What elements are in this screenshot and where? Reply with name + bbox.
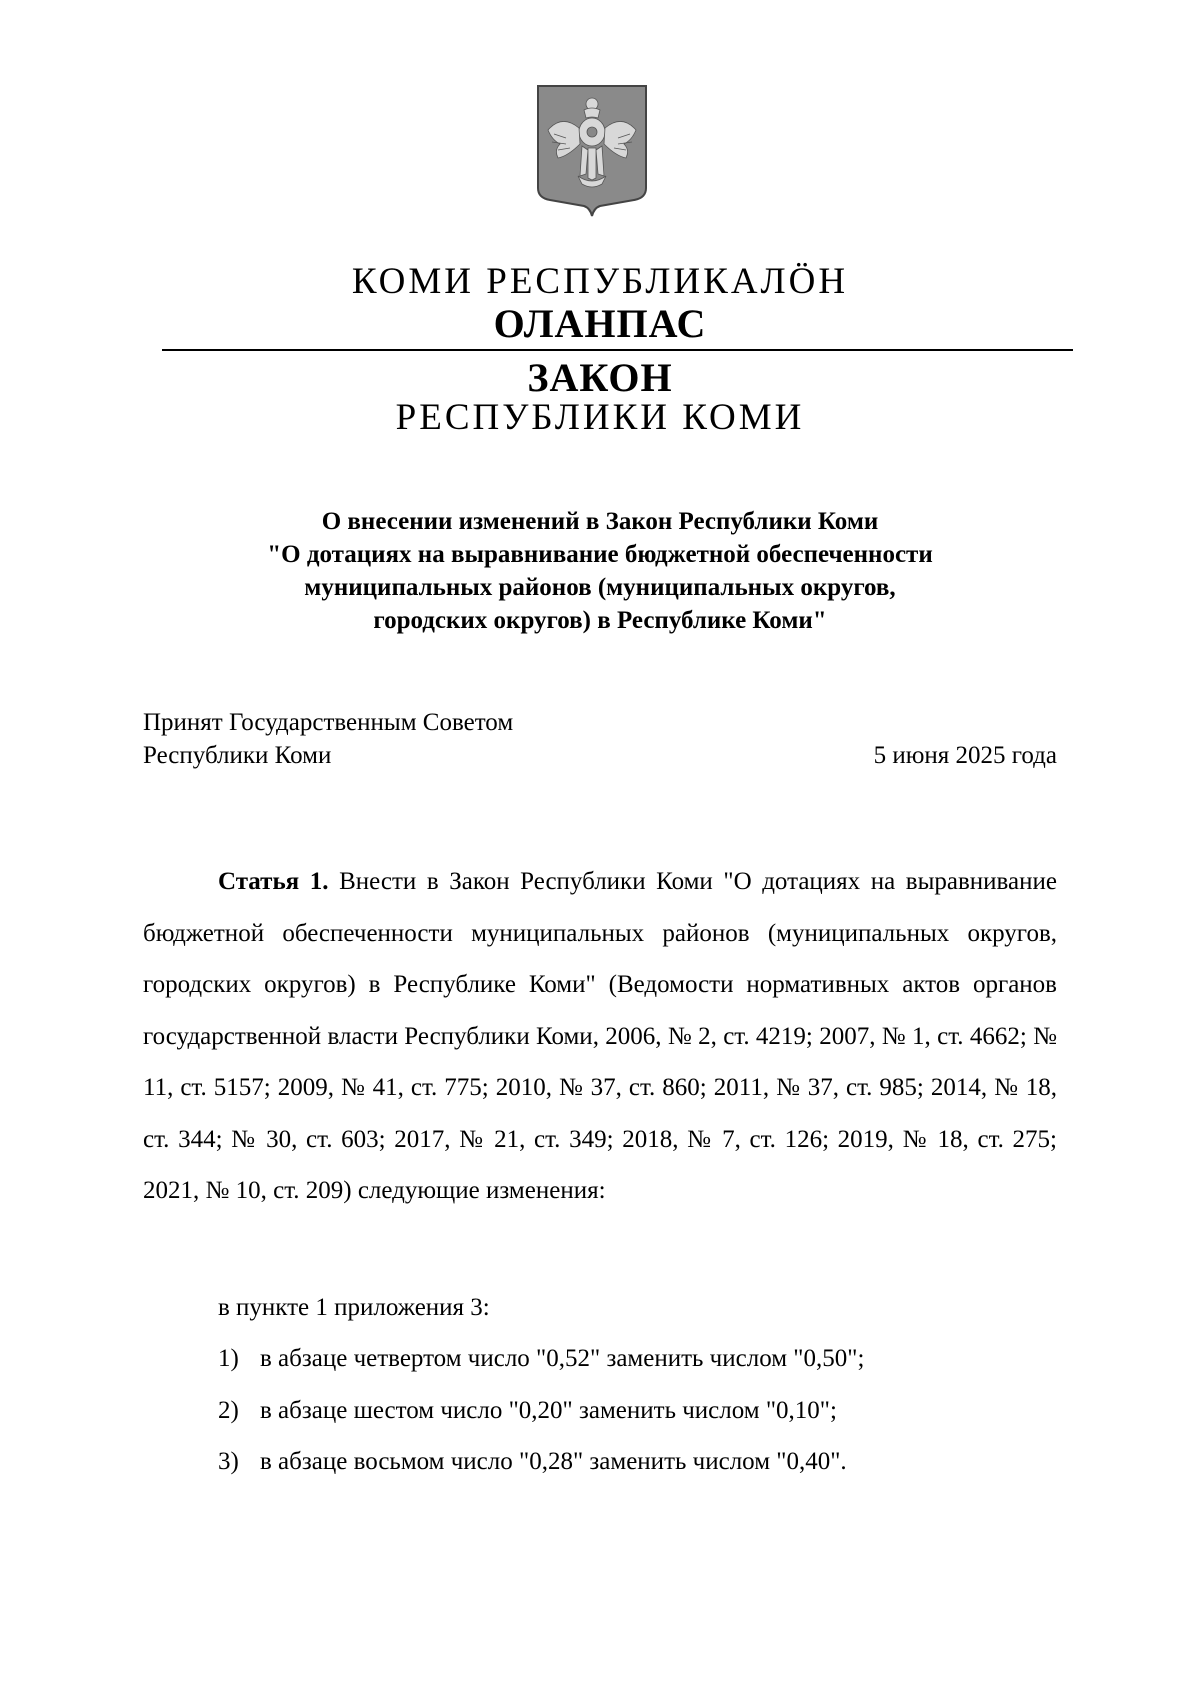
law-title-line: "О дотациях на выравнивание бюджетной обеспеченности [267, 541, 933, 568]
header-divider [162, 349, 1073, 351]
law-title-line: О внесении изменений в Закон Республики Коми [321, 508, 879, 535]
list-item-number: 1) [218, 1345, 239, 1372]
list-item [218, 1333, 864, 1385]
adoption-line: Принят Государственным Советом [143, 709, 514, 736]
list-item-text: в абзаце шестом число "0,20" заменить числом "0,10"; [260, 1396, 837, 1424]
law-title-line: городских округов) в Республике Коми" [373, 607, 827, 634]
law-title-line: муниципальных районов (муниципальных округов, [304, 574, 896, 601]
article-1-text: Внести в Закон Республики Коми "О дотациях на выравнивание бюджетной обеспеченности муниципальных районов (муниципальных округов, городских округов) в Республике Коми" (Ведомости нормативных актов органов государственной власти Республики Коми, 2006, № 2, ст. 4219; 2007, № 1, ст. 4662; № 11, ст. 5157; 2009, № 41, ст. 775; 2010, № 37, ст. 860; 2011, № 37, ст. 985; 2014, № 18, ст. 344; № 30, ст. 603; 2017, № 21, ст. 349; 2018, № 7, ст. 126; 2019, № 18, ст. 275; 2021, № 10, ст. 209) следующие изменения: [143, 868, 1057, 1204]
list-item [218, 1436, 864, 1488]
adoption-line: Республики Коми [143, 742, 332, 769]
list-item [218, 1385, 864, 1437]
header-komi-language-title: КОМИ РЕСПУБЛИКАЛӦН [351, 261, 849, 302]
adoption-date: 5 июня 2025 года [873, 742, 1057, 769]
komi-republic-coat-of-arms-icon [536, 84, 648, 224]
list-item-text: в абзаце восьмом число "0,28" заменить числом "0,40". [260, 1448, 847, 1475]
article-1-intro: в пункте 1 приложения 3: [218, 1294, 490, 1321]
header-republic-name: РЕСПУБЛИКИ КОМИ [395, 397, 805, 438]
amendment-list [218, 1333, 864, 1488]
header-olanpas: ОЛАНПАС [493, 301, 707, 346]
adoption-authority [143, 706, 513, 772]
article-1-paragraph [143, 856, 1057, 1217]
header-zakon: ЗАКОН [527, 355, 673, 400]
law-title [0, 505, 1200, 637]
list-item-number: 3) [218, 1448, 239, 1475]
list-item-number: 2) [218, 1396, 239, 1424]
list-item-text: в абзаце четвертом число "0,52" заменить числом "0,50"; [260, 1345, 865, 1372]
article-1-label: Статья 1. [218, 868, 329, 895]
